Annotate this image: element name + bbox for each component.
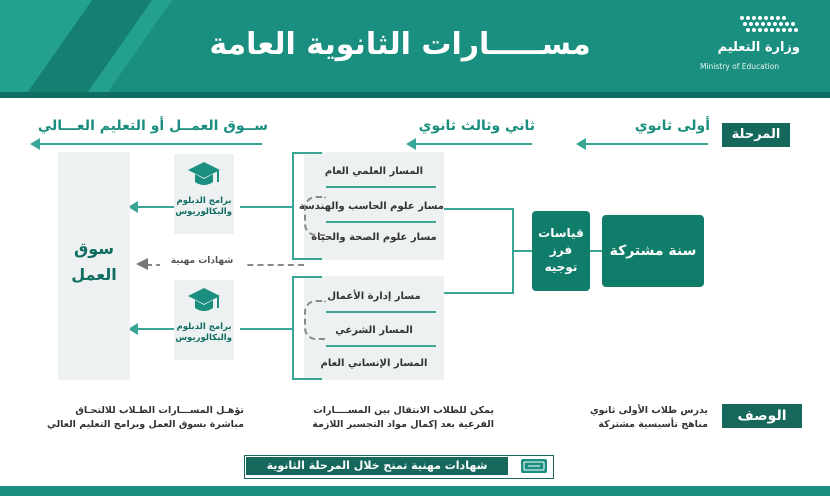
guidance-box — [532, 211, 590, 291]
graduation-cap-icon — [186, 286, 222, 314]
certificate-icon — [520, 457, 548, 475]
connector-line — [444, 292, 514, 294]
stage-market-higher-ed: ســوق العمــل أو التعليم العـــالي — [37, 118, 268, 134]
ministry-name-ar: وزارة التعليم — [717, 40, 800, 55]
header-band — [0, 92, 830, 98]
stage-second-arrow — [412, 143, 532, 145]
track-computer-engineering: مسار علوم الحاسب والهندسة — [298, 201, 444, 212]
track-general-humanities: المسار الإنساني العام — [320, 358, 428, 369]
bracket-line — [292, 276, 294, 380]
connector-line — [512, 208, 514, 294]
footer-note-text: شهادات مهنية تمنح خلال المرحلة الثانوية — [246, 457, 508, 475]
programs-label-1: برامج الدبلوم والبكالوريوس — [175, 196, 232, 217]
ministry-name-en: Ministry of Education — [700, 62, 780, 71]
guidance-label: قياسات فرز توجيه — [538, 226, 584, 274]
description-first: يدرس طلاب الأولى ثانوي مناهج تأسيسية مشتركة — [589, 405, 708, 430]
transfer-dashed-arc — [304, 300, 326, 340]
connector-line — [444, 208, 514, 210]
bracket-line — [292, 152, 294, 260]
stage-first-arrow — [582, 143, 708, 145]
footer-bar — [0, 486, 830, 496]
description-label: الوصف — [722, 404, 802, 428]
track-business-admin: مسار إدارة الأعمال — [327, 291, 421, 302]
stage-second-third-year: ثاني وثالث ثانوي — [418, 118, 535, 134]
connector-line — [512, 250, 532, 252]
arrow-left-icon — [406, 138, 416, 150]
page-title: مســـــارات الثانوية العامة — [209, 27, 591, 62]
track-divider — [326, 186, 436, 188]
bracket-line — [292, 276, 322, 278]
stage-third-arrow — [36, 143, 262, 145]
ministry-logo-icon — [738, 14, 800, 36]
arrow-line — [240, 206, 292, 208]
track-health-life: مسار علوم الصحة والحياة — [311, 232, 437, 243]
track-divider — [326, 221, 436, 223]
arrow-left-icon — [30, 138, 40, 150]
arrow-line — [136, 206, 174, 208]
bracket-line — [292, 258, 322, 260]
labor-market-label: سوق العمل — [71, 239, 117, 284]
common-year-label: سنة مشتركة — [609, 243, 697, 259]
certificates-label: شهادات مهنية — [160, 256, 244, 266]
stage-first-year: أولى ثانوي — [634, 118, 710, 134]
connector-line — [590, 250, 602, 252]
track-divider — [326, 345, 436, 347]
transfer-dashed-arc — [304, 196, 326, 236]
description-third: تؤهـل المســـارات الطـلاب للالتحـاق مباشرة بسوق العمل وبرامج التعليم العالي — [46, 405, 244, 430]
arrow-left-icon — [576, 138, 586, 150]
track-divider — [326, 311, 436, 313]
bracket-line — [292, 152, 322, 154]
stage-label: المرحلة — [722, 123, 790, 147]
programs-label-2: برامج الدبلوم والبكالوريوس — [175, 322, 232, 343]
graduation-cap-icon — [186, 160, 222, 188]
arrow-left-icon — [136, 258, 148, 270]
track-general-science: المسار العلمي العام — [324, 166, 424, 177]
bracket-line — [292, 378, 322, 380]
track-sharia: المسار الشرعي — [335, 325, 413, 336]
common-year-box — [602, 215, 704, 287]
arrow-line — [136, 328, 174, 330]
arrow-line — [240, 328, 292, 330]
description-second: يمكن للطلاب الانتقال بين المســــارات الفرعية بعد إكمال مواد التجسير اللازمة — [312, 405, 494, 430]
